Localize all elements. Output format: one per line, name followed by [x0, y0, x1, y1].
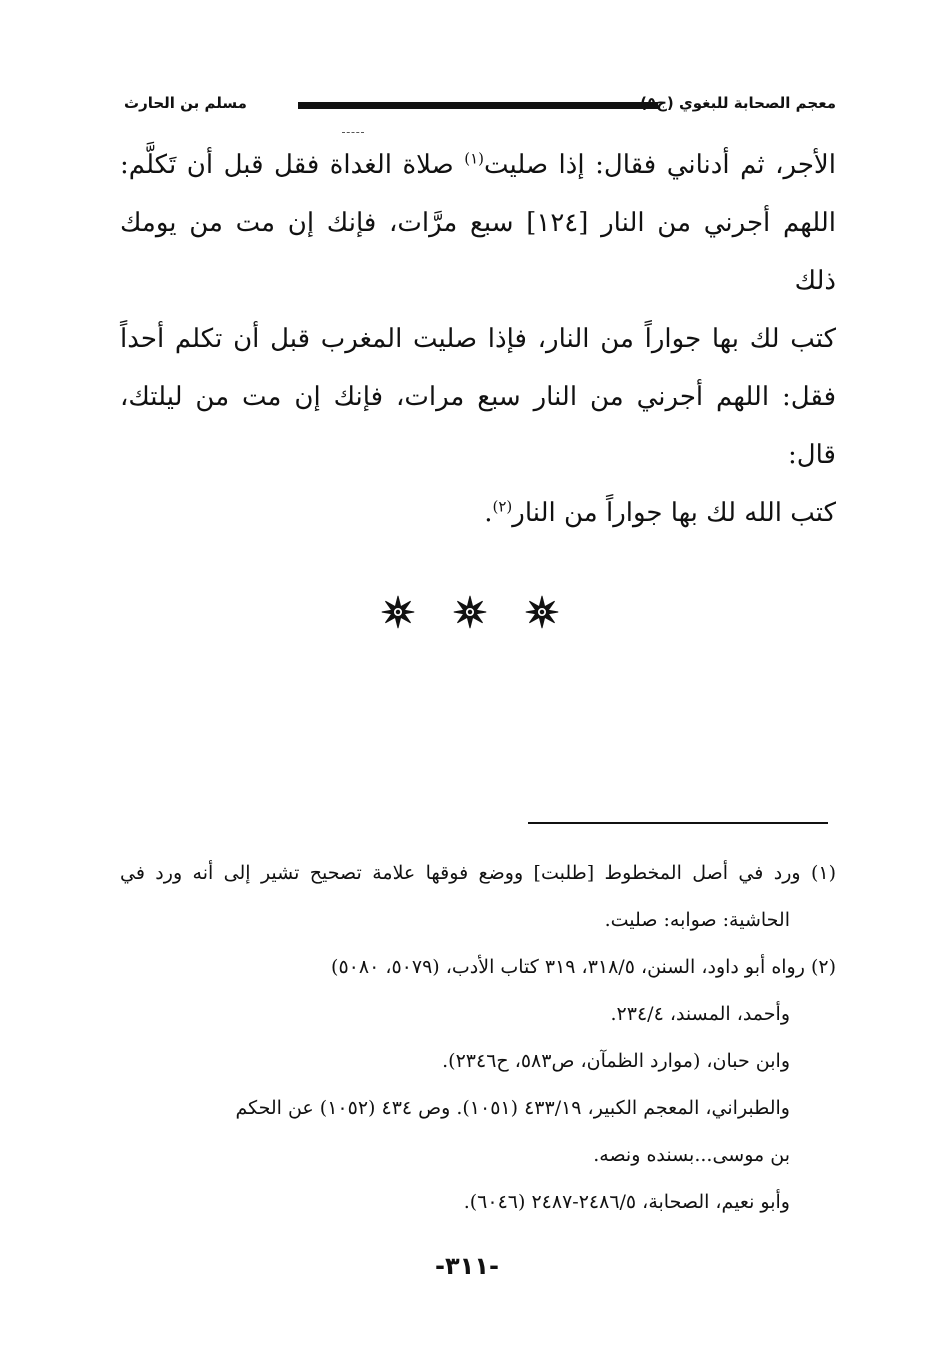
running-header [112, 94, 836, 122]
footnote-2-line: وأبو نعيم، الصحابة، ٢٤٨٦/٥-٢٤٨٧ (٦٠٤٦). [463, 1191, 790, 1213]
footnote-1-line: الحاشية: صوابه: صليت. [604, 909, 790, 931]
star-ornament-icon [452, 594, 488, 630]
footnote-ref-1: (١) [464, 149, 484, 168]
section-divider-ornaments [380, 594, 560, 630]
footnote-2-line: والطبراني، المعجم الكبير، ٤٣٣/١٩ (١٠٥١). وص ٤٣٤ (١٠٥٢) عن الحكم [235, 1097, 790, 1119]
footnote-2-line: وأحمد، المسند، ٢٣٤/٤. [610, 1003, 790, 1025]
chapter-title: مسلم بن الحارث [124, 94, 247, 112]
footnote-ref-2: (٢) [492, 497, 513, 516]
text-line: فقل: اللهم أجرني من النار سبع مرات، فإنك إن مت من ليلتك، قال: [120, 382, 836, 470]
star-ornament-icon [380, 594, 416, 630]
text-line: الأجر، ثم أدناني فقال: إذا صليت$^{(١)}$ صلاة الغداة فقل قبل أن تَكلَّم: [120, 149, 836, 180]
text-line: اللهم أجرني من النار [١٢٤] سبع مرَّات، فإنك إن مت من يومك ذلك [120, 208, 836, 296]
star-ornament-icon [524, 594, 560, 630]
page-number: -٣١١- [435, 1252, 499, 1280]
footnote-2-line: وابن حبان، (موارد الظمآن، ص٥٨٣، ح٢٣٤٦). [442, 1050, 790, 1072]
main-text [120, 136, 836, 542]
book-title: معجم الصحابة للبغوي (ج٥) [640, 94, 836, 112]
text-line: كتب لك بها جواراً من النار، فإذا صليت المغرب قبل أن تكلم أحداً [120, 324, 836, 354]
footnote-separator [528, 822, 828, 824]
footnote-1-line: (١) ورد في أصل المخطوط [طلبت] ووضع فوقها علامة تصحيح تشير إلى أنه ورد في [120, 862, 836, 884]
header-mark [342, 132, 364, 133]
footnote-2-line: (٢) رواه أبو داود، السنن، ٣١٨/٥، ٣١٩ كتاب الأدب، (٥٠٧٩، ٥٠٨٠) [331, 956, 836, 978]
footnote-2-line: بن موسى...بسنده ونصه. [593, 1144, 790, 1166]
text-line: كتب الله لك بها جواراً من النار$^{(٢)}$. [484, 497, 836, 528]
footnotes [120, 850, 836, 1226]
header-rule [298, 102, 658, 109]
